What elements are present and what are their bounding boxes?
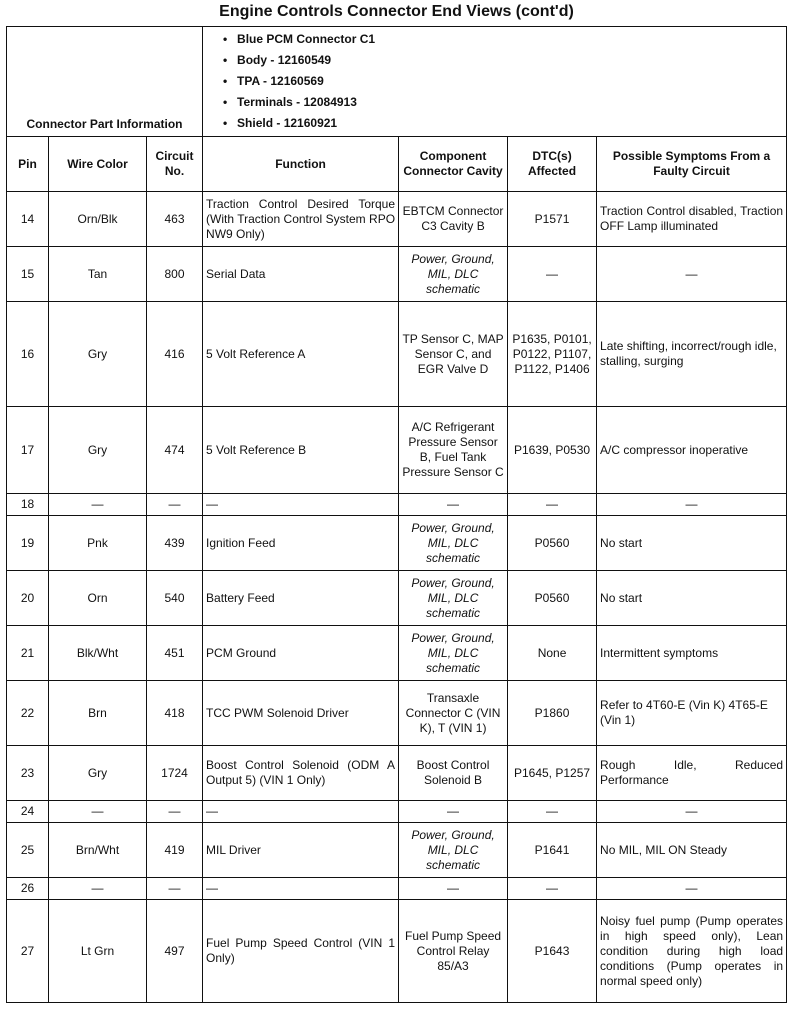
symptoms-cell: —	[597, 494, 787, 516]
symptoms-cell: —	[597, 801, 787, 823]
cavity-cell: Boost Control Solenoid B	[399, 746, 508, 801]
cavity-cell: A/C Refrigerant Pressure Sensor B, Fuel Tank Pressure Sensor C	[399, 407, 508, 494]
circuit-no-cell: —	[147, 801, 203, 823]
symptoms-cell: Intermittent symptoms	[597, 626, 787, 681]
pin-cell: 26	[7, 878, 49, 900]
wire-color-cell: Lt Grn	[49, 900, 147, 1003]
circuit-no-cell: 463	[147, 192, 203, 247]
table-row	[7, 801, 787, 823]
function-cell: Fuel Pump Speed Control (VIN 1 Only)	[203, 900, 399, 1003]
header-symptoms: Possible Symptoms From a Faulty Circuit	[597, 137, 787, 192]
connector-table	[6, 26, 787, 1003]
dtc-cell: —	[508, 247, 597, 302]
wire-color-cell: Gry	[49, 302, 147, 407]
circuit-no-cell: 419	[147, 823, 203, 878]
connector-info-item: • Terminals - 12084913	[237, 92, 780, 113]
function-cell: MIL Driver	[203, 823, 399, 878]
header-dtc: DTC(s) Affected	[508, 137, 597, 192]
cavity-cell: Power, Ground, MIL, DLC schematic	[399, 571, 508, 626]
wire-color-cell: —	[49, 801, 147, 823]
symptoms-cell: —	[597, 247, 787, 302]
pin-cell: 14	[7, 192, 49, 247]
function-cell: PCM Ground	[203, 626, 399, 681]
table-row	[7, 494, 787, 516]
dtc-cell: —	[508, 494, 597, 516]
pin-cell: 27	[7, 900, 49, 1003]
function-cell: 5 Volt Reference B	[203, 407, 399, 494]
symptoms-cell: No start	[597, 571, 787, 626]
symptoms-cell: Traction Control disabled, Traction OFF Lamp illuminated	[597, 192, 787, 247]
connector-info-item: • Blue PCM Connector C1	[237, 29, 780, 50]
pin-cell: 23	[7, 746, 49, 801]
header-cavity: Component Connector Cavity	[399, 137, 508, 192]
circuit-no-cell: 1724	[147, 746, 203, 801]
cavity-cell: —	[399, 494, 508, 516]
wire-color-cell: Gry	[49, 407, 147, 494]
circuit-no-cell: 451	[147, 626, 203, 681]
circuit-no-cell: 800	[147, 247, 203, 302]
symptoms-cell: No start	[597, 516, 787, 571]
dtc-cell: P1571	[508, 192, 597, 247]
pin-cell: 19	[7, 516, 49, 571]
dtc-cell: P1860	[508, 681, 597, 746]
pin-cell: 25	[7, 823, 49, 878]
dtc-cell: P1643	[508, 900, 597, 1003]
wire-color-cell: Brn	[49, 681, 147, 746]
connector-info-item: • Body - 12160549	[237, 50, 780, 71]
connector-info-item: • Shield - 12160921	[237, 113, 780, 134]
circuit-no-cell: 497	[147, 900, 203, 1003]
table-row	[7, 192, 787, 247]
table-row	[7, 681, 787, 746]
dtc-cell: —	[508, 801, 597, 823]
circuit-no-cell: 418	[147, 681, 203, 746]
connector-info-item: • TPA - 12160569	[237, 71, 780, 92]
dtc-cell: P1645, P1257	[508, 746, 597, 801]
pin-cell: 17	[7, 407, 49, 494]
symptoms-cell: Noisy fuel pump (Pump operates in high speed only), Lean condition during high load conditions (Pump operates in normal speed only)	[597, 900, 787, 1003]
function-cell: —	[203, 494, 399, 516]
connector-part-info-list	[203, 27, 787, 137]
cavity-cell: Power, Ground, MIL, DLC schematic	[399, 247, 508, 302]
dtc-cell: P1639, P0530	[508, 407, 597, 494]
symptoms-cell: Rough Idle, Reduced Performance	[597, 746, 787, 801]
wire-color-cell: Pnk	[49, 516, 147, 571]
header-row	[7, 137, 787, 192]
dtc-cell: P1641	[508, 823, 597, 878]
function-cell: Battery Feed	[203, 571, 399, 626]
symptoms-cell: —	[597, 878, 787, 900]
cavity-cell: TP Sensor C, MAP Sensor C, and EGR Valve D	[399, 302, 508, 407]
dtc-cell: P0560	[508, 516, 597, 571]
circuit-no-cell: 416	[147, 302, 203, 407]
symptoms-cell: Late shifting, incorrect/rough idle, stalling, surging	[597, 302, 787, 407]
symptoms-cell: Refer to 4T60-E (Vin K) 4T65-E (Vin 1)	[597, 681, 787, 746]
pin-cell: 20	[7, 571, 49, 626]
dtc-cell: None	[508, 626, 597, 681]
cavity-cell: Fuel Pump Speed Control Relay 85/A3	[399, 900, 508, 1003]
function-cell: TCC PWM Solenoid Driver	[203, 681, 399, 746]
header-circuit-no: Circuit No.	[147, 137, 203, 192]
wire-color-cell: —	[49, 878, 147, 900]
pin-cell: 21	[7, 626, 49, 681]
connector-info-row	[7, 27, 787, 137]
pin-cell: 16	[7, 302, 49, 407]
table-row	[7, 626, 787, 681]
symptoms-cell: No MIL, MIL ON Steady	[597, 823, 787, 878]
function-cell: Ignition Feed	[203, 516, 399, 571]
wire-color-cell: Blk/Wht	[49, 626, 147, 681]
pin-cell: 24	[7, 801, 49, 823]
circuit-no-cell: 439	[147, 516, 203, 571]
wire-color-cell: Gry	[49, 746, 147, 801]
function-cell: Serial Data	[203, 247, 399, 302]
cavity-cell: Transaxle Connector C (VIN K), T (VIN 1)	[399, 681, 508, 746]
cavity-cell: Power, Ground, MIL, DLC schematic	[399, 626, 508, 681]
header-wire-color: Wire Color	[49, 137, 147, 192]
table-row	[7, 516, 787, 571]
table-row	[7, 407, 787, 494]
pin-cell: 22	[7, 681, 49, 746]
table-row	[7, 247, 787, 302]
table-row	[7, 302, 787, 407]
wire-color-cell: Orn	[49, 571, 147, 626]
cavity-cell: —	[399, 801, 508, 823]
table-row	[7, 571, 787, 626]
table-row	[7, 746, 787, 801]
cavity-cell: Power, Ground, MIL, DLC schematic	[399, 823, 508, 878]
connector-part-info-label: Connector Part Information	[7, 27, 203, 137]
circuit-no-cell: —	[147, 878, 203, 900]
symptoms-cell: A/C compressor inoperative	[597, 407, 787, 494]
page-title: Engine Controls Connector End Views (cont'd)	[219, 3, 574, 20]
wire-color-cell: Orn/Blk	[49, 192, 147, 247]
wire-color-cell: —	[49, 494, 147, 516]
pin-cell: 15	[7, 247, 49, 302]
wire-color-cell: Brn/Wht	[49, 823, 147, 878]
circuit-no-cell: 540	[147, 571, 203, 626]
dtc-cell: —	[508, 878, 597, 900]
cavity-cell: Power, Ground, MIL, DLC schematic	[399, 516, 508, 571]
table-row	[7, 878, 787, 900]
circuit-no-cell: —	[147, 494, 203, 516]
circuit-no-cell: 474	[147, 407, 203, 494]
dtc-cell: P1635, P0101, P0122, P1107, P1122, P1406	[508, 302, 597, 407]
cavity-cell: EBTCM Connector C3 Cavity B	[399, 192, 508, 247]
dtc-cell: P0560	[508, 571, 597, 626]
table-row	[7, 900, 787, 1003]
header-function: Function	[203, 137, 399, 192]
cavity-cell: —	[399, 878, 508, 900]
pin-cell: 18	[7, 494, 49, 516]
function-cell: —	[203, 801, 399, 823]
wire-color-cell: Tan	[49, 247, 147, 302]
table-row	[7, 823, 787, 878]
function-cell: —	[203, 878, 399, 900]
function-cell: Traction Control Desired Torque (With Traction Control System RPO NW9 Only)	[203, 192, 399, 247]
function-cell: Boost Control Solenoid (ODM A Output 5) (VIN 1 Only)	[203, 746, 399, 801]
header-pin: Pin	[7, 137, 49, 192]
function-cell: 5 Volt Reference A	[203, 302, 399, 407]
